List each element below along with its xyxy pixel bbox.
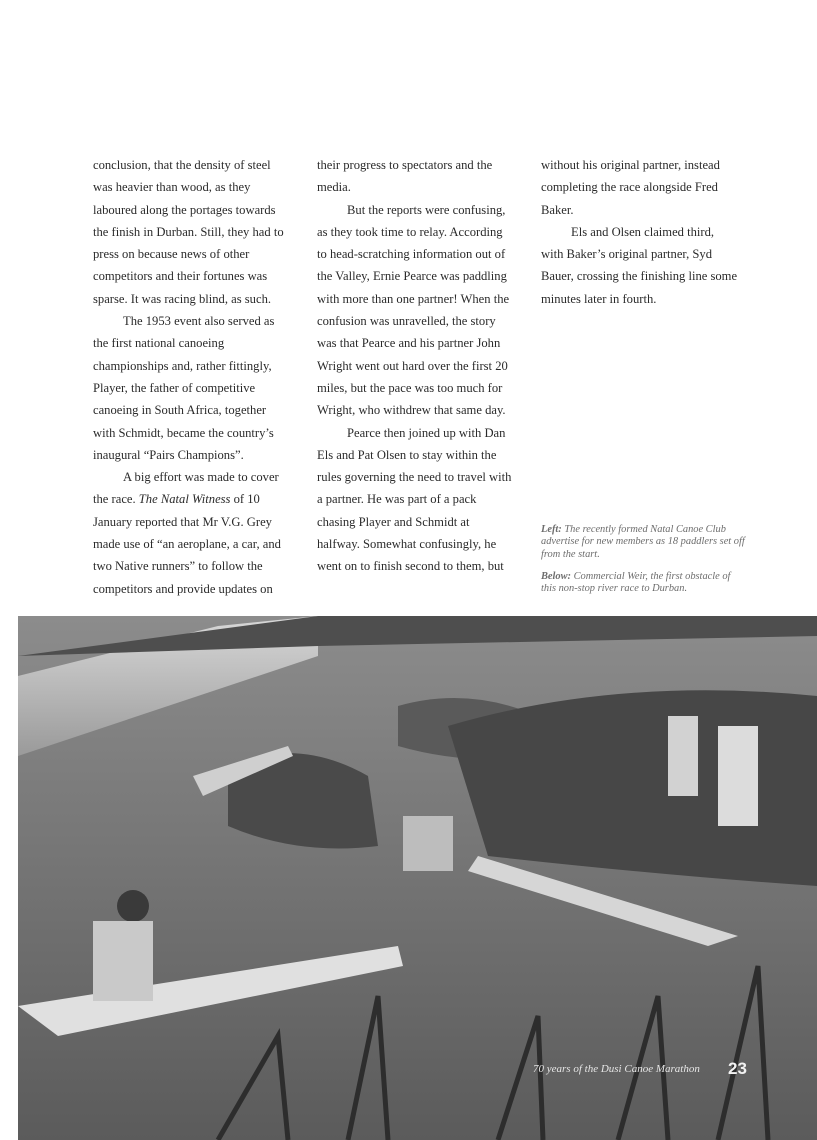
running-title: 70 years of the Dusi Canoe Marathon bbox=[533, 1063, 700, 1075]
paragraph bbox=[317, 199, 515, 422]
caption-left bbox=[541, 524, 747, 561]
paddler-hat-icon bbox=[117, 890, 149, 922]
paragraph bbox=[93, 154, 291, 310]
caption-left-text: The recently formed Natal Canoe Club advertise for new members as 18 paddlers set off from the start. bbox=[541, 524, 745, 560]
text-run: Pearce then joined up with Dan Els and Pat Olsen to stay within the rules governing the need to travel with a partner. He was part of a pack chasing Player and Schmidt at halfway. Somewhat confusingly, he went on to finish second to them, but bbox=[317, 425, 512, 574]
paragraph bbox=[93, 466, 291, 600]
commercial-weir-photo bbox=[18, 616, 817, 1140]
paragraph bbox=[317, 154, 515, 199]
page-number: 23 bbox=[728, 1059, 747, 1078]
text-run: Els and Olsen claimed third, with Baker’s original partner, Syd Bauer, crossing the finishing line some minutes later in fourth. bbox=[541, 224, 738, 306]
text-run: But the reports were confusing, as they took time to relay. According to head-scratching information out of the Valley, Ernie Pearce was paddling with more than one partner! When the confusion was unravelled, the story was that Pearce and his partner John Wright went out hard over the first 20 miles, but the pace was too much for Wright, who withdrew that same day. bbox=[317, 202, 510, 418]
text-run: without his original partner, instead completing the race alongside Fred Baker. bbox=[541, 158, 720, 217]
text-column-1 bbox=[93, 154, 291, 600]
caption-below bbox=[541, 571, 747, 596]
text-column-2 bbox=[317, 154, 515, 578]
caption-left-label: Left: bbox=[541, 524, 562, 535]
paragraph bbox=[93, 310, 291, 466]
text-run: of 10 January reported that Mr V.G. Grey made use of “an aeroplane, a car, and two Native runners” to follow the competitors and provide updates on bbox=[93, 492, 281, 596]
spectator-1 bbox=[668, 716, 698, 796]
standing-figure bbox=[403, 816, 453, 871]
paddler-figure bbox=[93, 921, 153, 1001]
photo-illustration bbox=[18, 616, 817, 1140]
spectator-2 bbox=[718, 726, 758, 826]
caption-below-label: Below: bbox=[541, 571, 572, 582]
text-run: their progress to spectators and the media. bbox=[317, 158, 493, 195]
paragraph bbox=[541, 221, 739, 310]
caption-below-text: Commercial Weir, the first obstacle of this non-stop river race to Durban. bbox=[541, 571, 731, 595]
publication-title: The Natal Witness bbox=[138, 492, 231, 507]
text-run: conclusion, that the density of steel was heavier than wood, as they laboured along the portages towards the finish in Durban. Still, they had to press on because news of other competitors and their fortunes was sparse. It was racing blind, as such. bbox=[93, 158, 284, 306]
paragraph bbox=[541, 154, 739, 221]
reeds-right-bank bbox=[448, 690, 817, 886]
text-run: A big effort was made to cover the race. bbox=[93, 470, 279, 507]
text-run: The 1953 event also served as the first national canoeing championships and, rather fittingly, Player, the father of competitive canoeing in South Africa, together with Schmidt, became the country’s inaugural “Pairs Champions”. bbox=[93, 314, 275, 462]
text-column-3 bbox=[541, 154, 739, 310]
paragraph bbox=[317, 422, 515, 578]
